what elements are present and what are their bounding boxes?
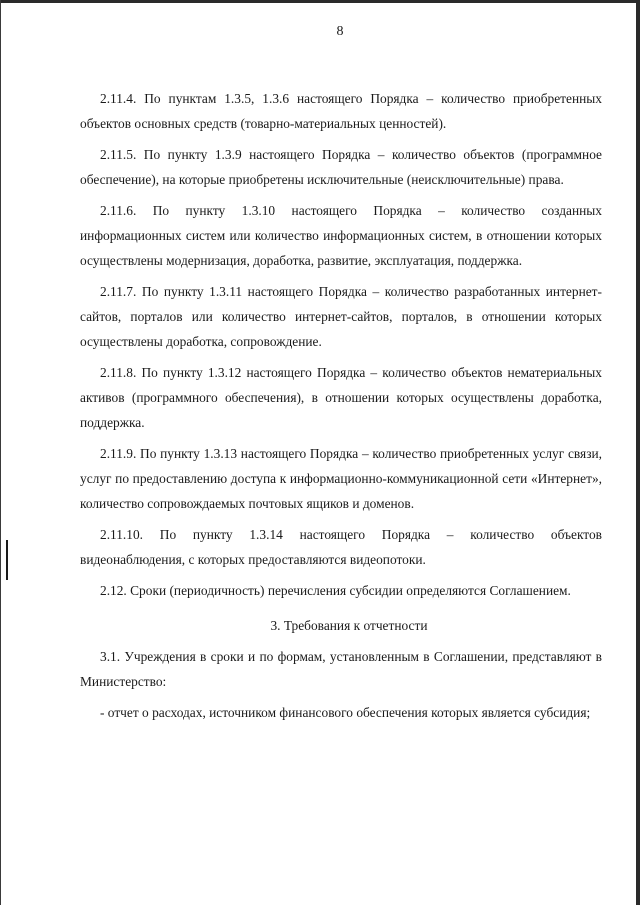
paragraph-2-11-5: 2.11.5. По пункту 1.3.9 настоящего Порядка – количество объектов (программное обеспечение), на которые приобретены исключительные (неисключительные) права. bbox=[80, 147, 602, 187]
scan-edge-right bbox=[636, 0, 640, 905]
section-heading: 3. Требования к отчетности bbox=[270, 618, 428, 633]
paragraph-2-12: 2.12. Сроки (периодичность) перечисления субсидии определяются Соглашением. bbox=[100, 583, 571, 598]
page-number: 8 bbox=[336, 24, 344, 39]
document-body bbox=[80, 86, 602, 731]
margin-mark bbox=[6, 540, 8, 580]
scan-edge-top bbox=[0, 0, 640, 3]
scan-edge-left bbox=[0, 0, 1, 905]
paragraph-2-11-4: 2.11.4. По пунктам 1.3.5, 1.3.6 настоящего Порядка – количество приобретенных объектов основных средств (товарно-материальных ценностей). bbox=[80, 91, 602, 131]
list-item-expense-report: - отчет о расходах, источником финансового обеспечения которых является субсидия; bbox=[100, 705, 591, 720]
paragraph-2-11-6: 2.11.6. По пункту 1.3.10 настоящего Порядка – количество созданных информационных систем или количество информационных систем, в отношении которых осуществлены модернизация, доработка, развитие, эксплуатация, поддержка. bbox=[80, 203, 602, 268]
paragraph-2-11-8: 2.11.8. По пункту 1.3.12 настоящего Порядка – количество объектов нематериальных активов (программного обеспечения), в отношении которых осуществлены доработка, поддержка. bbox=[80, 365, 602, 430]
paragraph-2-11-7: 2.11.7. По пункту 1.3.11 настоящего Порядка – количество разработанных интернет-сайтов, порталов или количество интернет-сайтов, порталов, в отношении которых осуществлены доработка, сопровождение. bbox=[80, 284, 602, 349]
paragraph-2-11-9: 2.11.9. По пункту 1.3.13 настоящего Порядка – количество приобретенных услуг связи, услуг по предоставлению доступа к информационно-коммуникационной сети «Интернет», количество сопровождаемых почтовых ящиков и доменов. bbox=[80, 446, 602, 511]
paragraph-2-11-10: 2.11.10. По пункту 1.3.14 настоящего Порядка – количество объектов видеонаблюдения, с которых предоставляются видеопотоки. bbox=[80, 527, 602, 567]
paragraph-3-1: 3.1. Учреждения в сроки и по формам, установленным в Соглашении, представляют в Министерство: bbox=[80, 649, 602, 689]
